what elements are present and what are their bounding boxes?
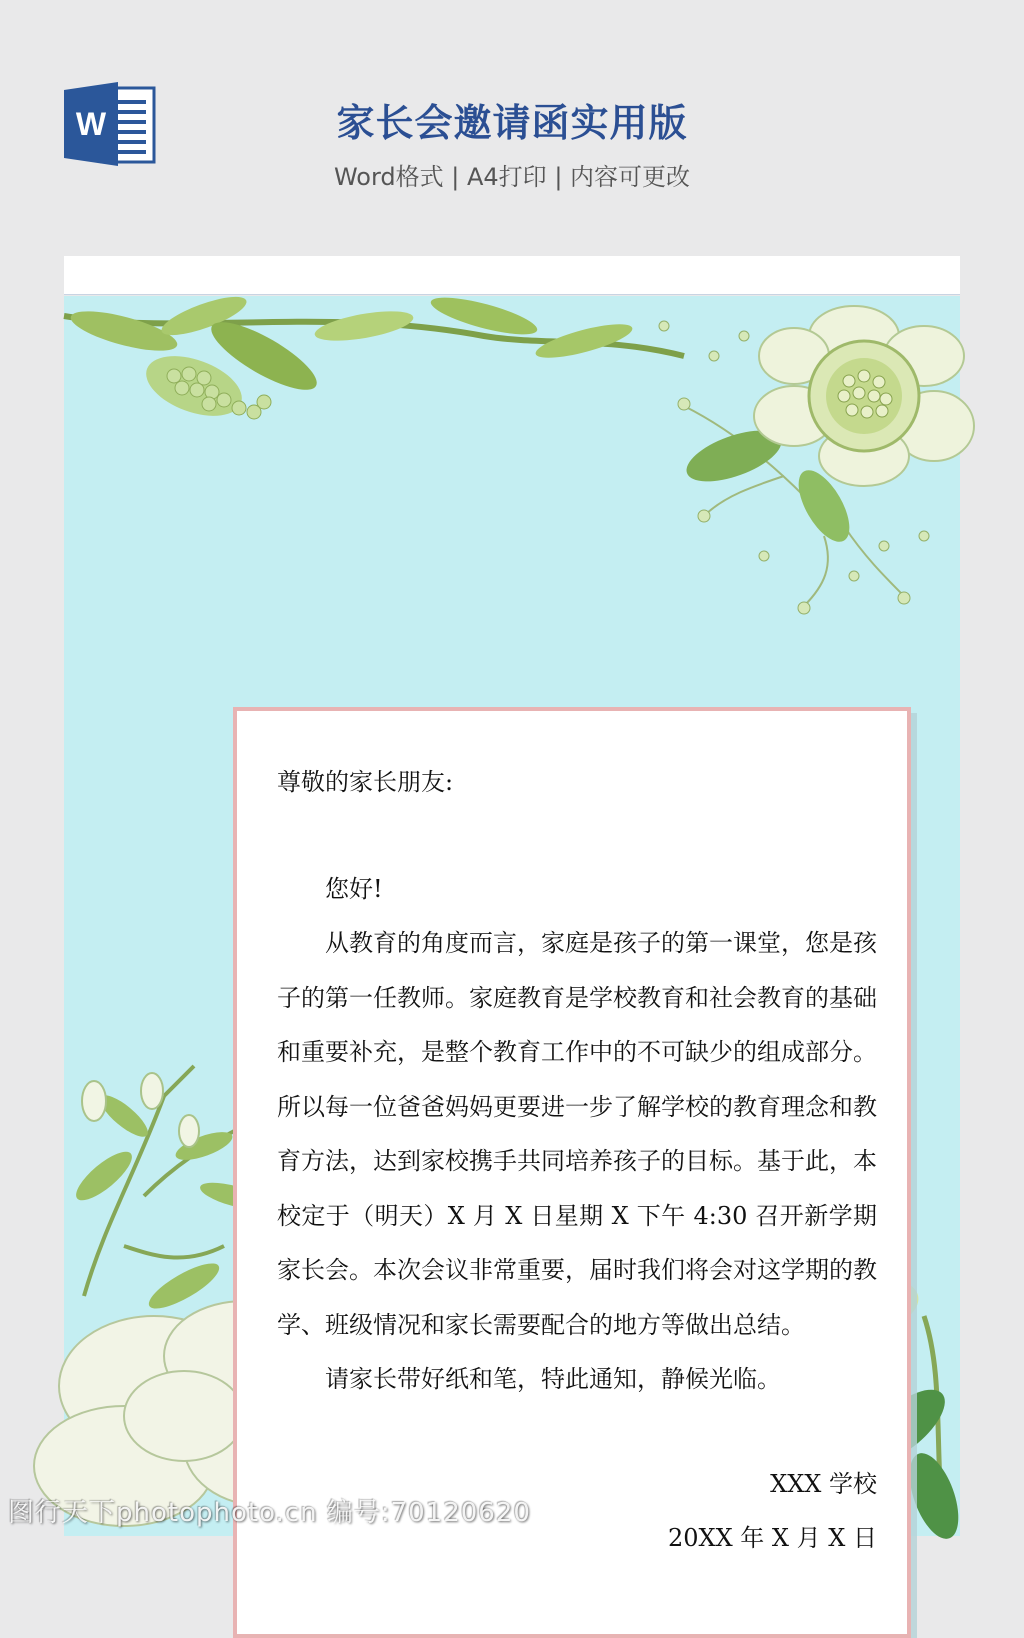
letter-signature-school: XXX 学校 <box>770 1469 877 1498</box>
watermark: 图行天下photophoto.cn 编号:70120620 <box>8 1498 531 1528</box>
letter-background <box>64 296 960 1552</box>
letter-greeting: 尊敬的家长朋友: <box>277 768 454 796</box>
top-right-flower <box>659 306 974 614</box>
document-page-top <box>64 256 960 295</box>
letter-closing-paragraph: 请家长带好纸和笔，特此通知，静候光临。 <box>325 1365 781 1393</box>
letter-body <box>277 755 877 1566</box>
page-subtitle: Word格式 | A4打印 | 内容可更改 <box>333 163 691 191</box>
letter-hello: 您好! <box>325 874 383 903</box>
page-title: 家长会邀请函实用版 <box>336 101 688 145</box>
svg-text:W: W <box>75 106 107 142</box>
letter-paragraph: 从教育的角度而言，家庭是孩子的第一课堂，您是孩子的第一任教师。家庭教育是学校教育和社会教育的基础和重要补充，是整个教育工作中的不可缺少的组成部分。所以每一位爸爸妈妈更要进一步了解学校的教育理念和教育方法，达到家校携手共同培养孩子的目标。基于此，本校定于（明天）X 月 X 日星期 X 下午 4:30 召开新学期家长会。本次会议非常重要，届时我们将会对这学期的教学、班级情况和家长需要配合的地方等做出总结。 <box>277 929 877 1339</box>
letter-signature-date: 20XX 年 X 月 X 日 <box>667 1524 877 1552</box>
top-left-vine <box>64 289 684 427</box>
